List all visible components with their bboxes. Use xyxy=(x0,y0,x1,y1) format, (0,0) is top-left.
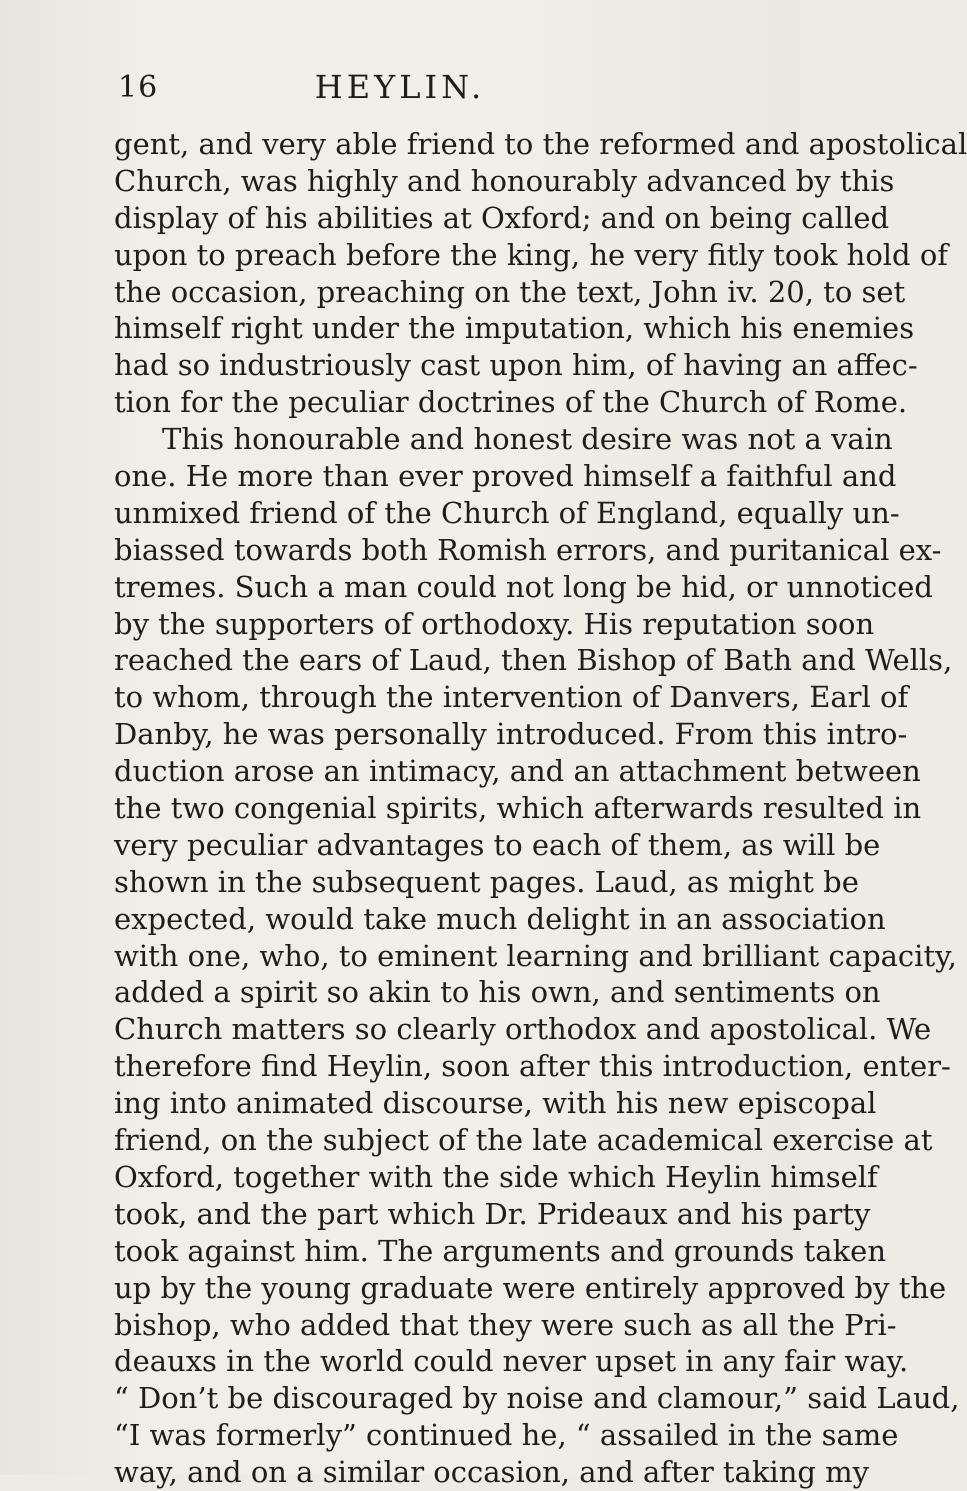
text-line: bishop, who added that they were such as all the Pri- xyxy=(114,1307,897,1342)
text-line: took against him. The arguments and grounds taken xyxy=(114,1233,886,1268)
text-line: ing into animated discourse, with his new episcopal xyxy=(114,1086,877,1121)
text-line: display of his abilities at Oxford; and on being called xyxy=(114,200,890,235)
text-line: very peculiar advantages to each of them, as will be xyxy=(114,827,881,862)
text-line: the occasion, preaching on the text, John iv. 20, to set xyxy=(114,274,906,309)
text-line: “I was formerly” continued he, “ assailed in the same xyxy=(114,1418,899,1453)
text-line: Oxford, together with the side which Heylin himself xyxy=(114,1159,878,1194)
text-line: “ Don’t be discouraged by noise and clamour,” said Laud, xyxy=(114,1381,960,1416)
text-line: tion for the peculiar doctrines of the Church of Rome. xyxy=(114,385,908,420)
text-line: up by the young graduate were entirely approved by the xyxy=(114,1270,947,1305)
text-line: Danby, he was personally introduced. From this intro- xyxy=(114,717,908,752)
paragraph-start-line: This honourable and honest desire was not a vain xyxy=(162,422,893,457)
text-line: himself right under the imputation, which his enemies xyxy=(114,311,915,346)
text-line: took, and the part which Dr. Prideaux and his party xyxy=(114,1196,871,1231)
text-line: Church matters so clearly orthodox and apostolical. We xyxy=(114,1012,932,1047)
text-line: deauxs in the world could never upset in any fair way. xyxy=(114,1344,909,1379)
text-line: upon to preach before the king, he very fitly took hold of xyxy=(114,237,949,272)
text-line: way, and on a similar occasion, and after taking my xyxy=(114,1455,870,1490)
page-number: 16 xyxy=(118,70,159,105)
text-line: unmixed friend of the Church of England, equally un- xyxy=(114,495,900,530)
text-line: with one, who, to eminent learning and brilliant capacity, xyxy=(114,938,957,973)
text-line: by the supporters of orthodoxy. His reputation soon xyxy=(114,606,875,641)
text-line: one. He more than ever proved himself a faithful and xyxy=(114,459,897,494)
text-line: to whom, through the intervention of Danvers, Earl of xyxy=(114,680,909,715)
text-line: duction arose an intimacy, and an attachment between xyxy=(114,754,921,789)
text-line: reached the ears of Laud, then Bishop of Bath and Wells, xyxy=(114,643,953,678)
text-line: therefore find Heylin, soon after this introduction, enter- xyxy=(114,1049,951,1084)
text-line: the two congenial spirits, which afterwards resulted in xyxy=(114,791,922,826)
text-line: tremes. Such a man could not long be hid, or unnoticed xyxy=(114,569,933,604)
text-line: Church, was highly and honourably advanced by this xyxy=(114,163,895,198)
text-line: had so industriously cast upon him, of having an affec- xyxy=(114,348,918,383)
text-line: gent, and very able friend to the reformed and apostolical xyxy=(114,127,967,161)
text-line: added a spirit so akin to his own, and sentiments on xyxy=(114,975,881,1010)
text-line: friend, on the subject of the late academical exercise at xyxy=(114,1123,933,1158)
running-title: HEYLIN. xyxy=(314,68,486,106)
body-text xyxy=(114,126,967,1491)
text-line: expected, would take much delight in an association xyxy=(114,901,886,936)
text-line: shown in the subsequent pages. Laud, as might be xyxy=(114,864,859,899)
text-line: biassed towards both Romish errors, and puritanical ex- xyxy=(114,532,942,567)
